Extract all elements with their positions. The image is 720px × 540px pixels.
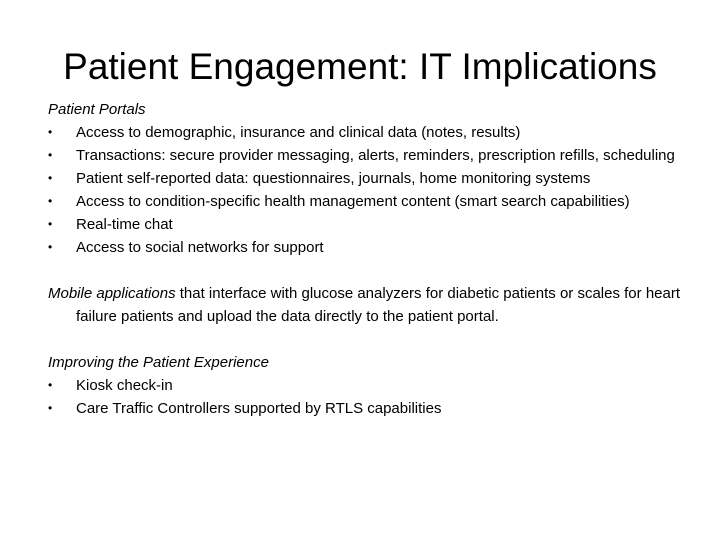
patient-experience-heading: Improving the Patient Experience xyxy=(48,354,269,371)
list-item xyxy=(48,167,698,190)
patient-experience-list xyxy=(48,374,698,420)
list-item xyxy=(48,236,698,259)
slide-title: Patient Engagement: IT Implications xyxy=(63,46,657,87)
bullet-icon: • xyxy=(48,240,53,254)
spacer xyxy=(48,259,698,282)
list-item-text: Access to condition-specific health management content (smart search capabilities) xyxy=(76,193,630,210)
list-item-text: Patient self-reported data: questionnaires, journals, home monitoring systems xyxy=(76,170,591,187)
list-item-text: Real-time chat xyxy=(76,216,173,233)
slide-body xyxy=(48,98,698,420)
bullet-icon: • xyxy=(48,217,53,231)
mobile-applications-lead: Mobile applications xyxy=(48,285,176,302)
bullet-icon: • xyxy=(48,194,53,208)
list-item-text: Kiosk check-in xyxy=(76,377,173,394)
bullet-icon: • xyxy=(48,148,53,162)
bullet-icon: • xyxy=(48,401,53,415)
patient-portals-heading: Patient Portals xyxy=(48,101,146,118)
list-item xyxy=(48,144,698,167)
bullet-icon: • xyxy=(48,378,53,392)
bullet-icon: • xyxy=(48,125,53,139)
list-item xyxy=(48,213,698,236)
list-item-text: Care Traffic Controllers supported by RTLS capabilities xyxy=(76,400,442,417)
list-item-text: Transactions: secure provider messaging, alerts, reminders, prescription refills, scheduling xyxy=(76,147,675,164)
list-item-text: Access to demographic, insurance and clinical data (notes, results) xyxy=(76,124,521,141)
spacer xyxy=(48,328,698,351)
patient-portals-list xyxy=(48,121,698,259)
list-item-text: Access to social networks for support xyxy=(76,239,324,256)
mobile-applications-paragraph xyxy=(48,282,698,328)
bullet-icon: • xyxy=(48,171,53,185)
list-item xyxy=(48,397,698,420)
mobile-applications-text: that interface with glucose analyzers for diabetic patients or scales for heart failure patients and upload the data directly to the patient portal. xyxy=(76,285,681,325)
list-item xyxy=(48,121,698,144)
list-item xyxy=(48,374,698,397)
list-item xyxy=(48,190,698,213)
